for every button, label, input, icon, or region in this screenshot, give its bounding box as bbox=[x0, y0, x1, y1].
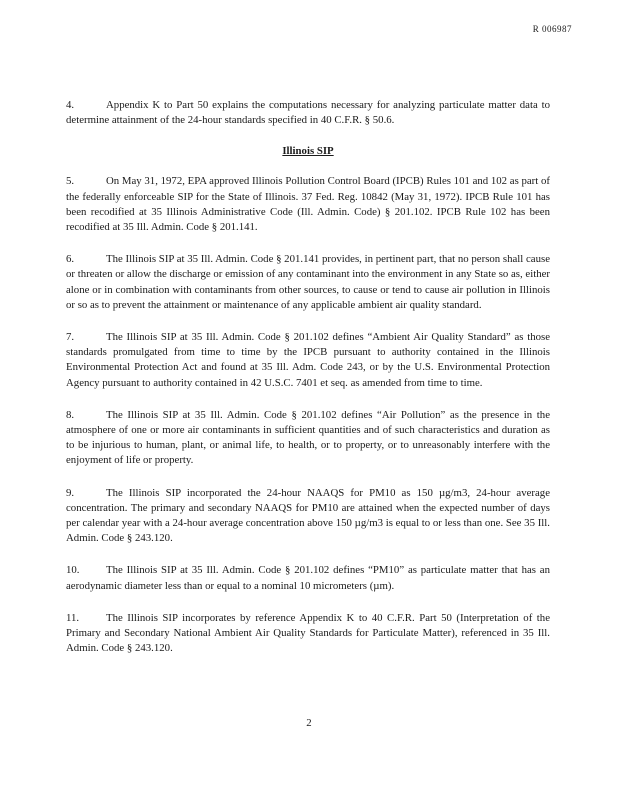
paragraph-text: Appendix K to Part 50 explains the computations necessary for analyzing particulate matter data to determine attainment of the 24-hour standards specified in 40 C.F.R. § 50.6. bbox=[66, 99, 550, 127]
paragraph-number: 11. bbox=[66, 611, 80, 624]
paragraph-text: The Illinois SIP at 35 Ill. Admin. Code § 201.102 defines “Ambient Air Quality Standard” as those standards promulgated from time to time by the IPCB pursuant to authority contained in the Illinois Environmental Protection Act and found at 35 Ill. Adm. Code 243, or by the U.S. Environmental Protection Agency pursuant to authority contained in 42 U.S.C. 7401 et seq. as amended from time to time. bbox=[66, 331, 550, 389]
paragraph-number: 5. bbox=[66, 175, 75, 188]
paragraph-number: 7. bbox=[66, 331, 75, 344]
paragraph-6 bbox=[66, 252, 550, 313]
paragraph-7 bbox=[66, 330, 550, 391]
paragraph-5 bbox=[66, 174, 550, 235]
document-body bbox=[66, 98, 550, 673]
paragraph-10 bbox=[66, 563, 550, 593]
paragraph-text: The Illinois SIP incorporates by reference Appendix K to 40 C.F.R. Part 50 (Interpretation of the Primary and Secondary National Ambient Air Quality Standards for Particulate Matter), referenced in 35 Ill. Admin. Code § 243.120. bbox=[66, 611, 550, 655]
page-number: 2 bbox=[306, 717, 312, 729]
section-heading: Illinois SIP bbox=[282, 145, 334, 158]
paragraph-8 bbox=[66, 408, 550, 469]
paragraph-number: 10. bbox=[66, 564, 80, 577]
paragraph-4 bbox=[66, 98, 550, 128]
paragraph-text: The Illinois SIP at 35 Ill. Admin. Code § 201.141 provides, in pertinent part, that no person shall cause or threaten or allow the discharge or emission of any contaminant into the environment in any State so as, either alone or in combination with contaminants from other sources, to cause or tend to cause air pollution in Illinois or so as to prevent the attainment or maintenance of any applicable ambient air quality standard. bbox=[66, 253, 550, 311]
paragraph-number: 8. bbox=[66, 408, 75, 421]
paragraph-number: 6. bbox=[66, 253, 75, 266]
paragraph-number: 9. bbox=[66, 486, 75, 499]
paragraph-text: The Illinois SIP at 35 Ill. Admin. Code § 201.102 defines “PM10” as particulate matter that has an aerodynamic diameter less than or equal to a nominal 10 micrometers (µm). bbox=[66, 564, 550, 592]
paragraph-text: On May 31, 1972, EPA approved Illinois Pollution Control Board (IPCB) Rules 101 and 102 as part of the federally enforceable SIP for the State of Illinois. 37 Fed. Reg. 10842 (May 31, 1972). IPCB Rule 101 has been recodified at 35 Illinois Administrative Code (Ill. Admin. Code) § 201.102. IPCB Rule 102 has been recodified at 35 Ill. Admin. Code § 201.141. bbox=[66, 175, 550, 234]
paragraph-number: 4. bbox=[66, 99, 75, 111]
paragraph-text: The Illinois SIP incorporated the 24-hour NAAQS for PM10 as 150 µg/m3, 24-hour average concentration. The primary and secondary NAAQS for PM10 are attained when the expected number of days per calendar year with a 24-hour average concentration above 150 µg/m3 is equal to or less than one. See 35 Ill. Admin. Code § 243.120. bbox=[66, 486, 550, 545]
bates-number: R 006987 bbox=[532, 24, 572, 34]
paragraph-11 bbox=[66, 611, 550, 657]
paragraph-text: The Illinois SIP at 35 Ill. Admin. Code § 201.102 defines “Air Pollution” as the presence in the atmosphere of one or more air contaminants in sufficient quantities and of such characteristics and duration as to be injurious to human, plant, or animal life, to health, or to property, or to unreasonably interfere with the enjoyment of life or property. bbox=[66, 408, 550, 467]
paragraph-9 bbox=[66, 486, 550, 547]
